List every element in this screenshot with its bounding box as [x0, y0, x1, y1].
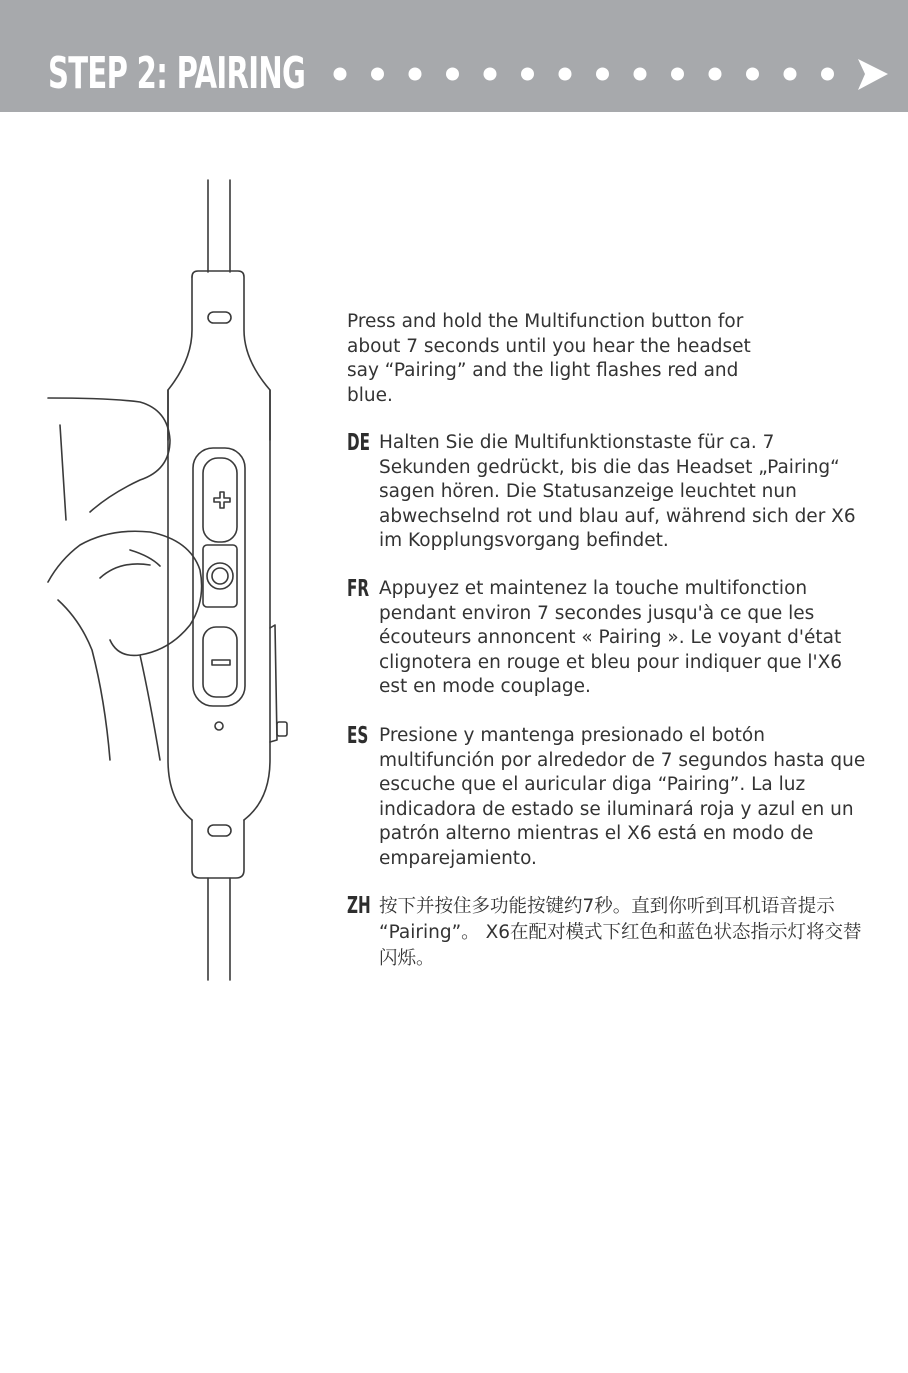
language-code-es: ES — [347, 723, 369, 749]
volume-down-button — [203, 627, 237, 697]
instructions-english: Press and hold the Multifunction button for about 7 seconds until you hear the headset say “Pairing” and the light flashes red and blue. — [347, 311, 751, 406]
plus-icon — [214, 492, 230, 508]
header-dot — [334, 68, 347, 81]
header-dot — [559, 68, 572, 81]
minus-icon — [212, 660, 230, 665]
multifunction-button — [203, 545, 237, 607]
earphone-remote-illustration — [0, 170, 320, 1000]
header-dot — [596, 68, 609, 81]
header-dot — [784, 68, 797, 81]
bottom-slot-icon — [208, 825, 231, 836]
instructions-text-es: Presione y mantenga presionado el botón multifunción por alrededor de 7 segundos hasta que escuche que el auricular diga “Pairing”. La luz indicadora de estado se iluminará roja y azul en un patrón alterno mientras el X6 está en modo de emparejamiento. — [379, 725, 866, 869]
header-dot — [409, 68, 422, 81]
header-dot — [446, 68, 459, 81]
page-title: STEP 2: PAIRING — [48, 48, 306, 99]
header-dot — [709, 68, 722, 81]
volume-up-button — [203, 458, 237, 542]
instructions-text-zh: 按下并按住多功能按键约7秒。直到你听到耳机语音提示 “Pairing”。 X6在配对模式下红色和蓝色状态指示灯将交替闪烁。 — [379, 896, 862, 969]
language-code-zh: ZH — [347, 893, 371, 919]
instructions-text-fr: Appuyez et maintenez la touche multifonction pendant environ 7 secondes jusqu'à ce que les écouteurs annoncent « Pairing ». Le voyant d'état clignotera en rouge et bleu pour indiquer que l'X6 est en mode couplage. — [379, 578, 843, 698]
header-dot — [371, 68, 384, 81]
language-code-de: DE — [347, 430, 370, 456]
top-slot-icon — [208, 312, 231, 323]
header-dot — [746, 68, 759, 81]
header-dot — [484, 68, 497, 81]
indicator-light-icon — [215, 722, 223, 730]
header-dot — [671, 68, 684, 81]
instructions-text-de: Halten Sie die Multifunktionstaste für ca. 7 Sekunden gedrückt, bis die das Headset „Pairing“ sagen hören. Die Statusanzeige leuchtet nun abwechselnd rot und blau auf, während sich der X6 im Kopplungsvorgang befindet. — [379, 432, 856, 552]
multifunction-button-icon — [207, 563, 233, 589]
header-dot — [634, 68, 647, 81]
header-dot — [821, 68, 834, 81]
dotted-arrow-icon — [0, 0, 908, 112]
header-banner — [0, 0, 908, 112]
language-code-fr: FR — [347, 576, 370, 602]
header-dot — [521, 68, 534, 81]
